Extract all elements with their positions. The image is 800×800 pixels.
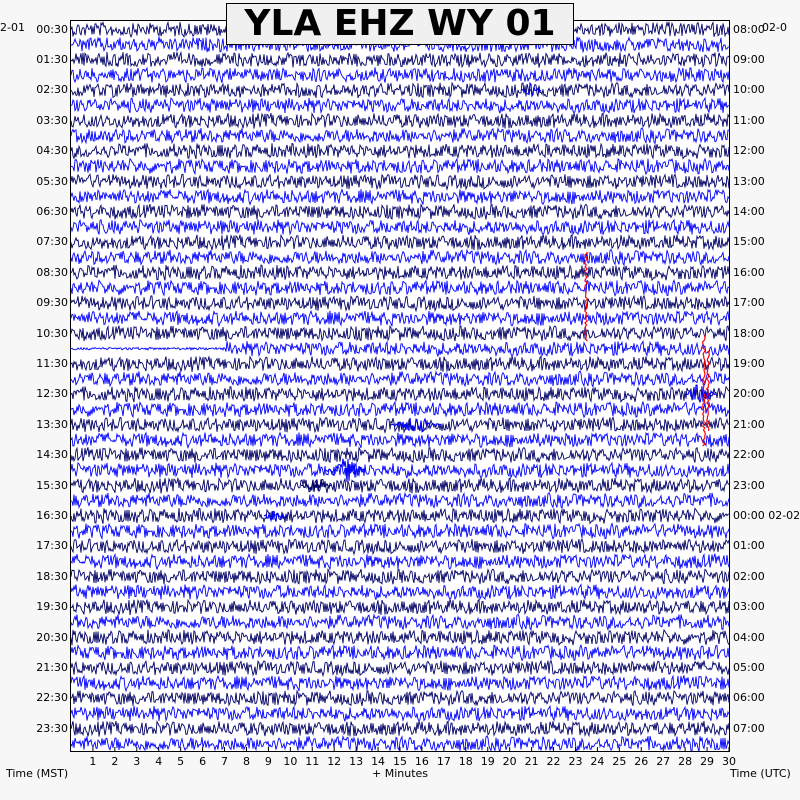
trace-17 <box>71 265 729 281</box>
right-time-label: 09:00 <box>733 52 765 66</box>
x-tick-label: 1 <box>89 755 97 768</box>
x-axis-label: + Minutes <box>372 767 429 780</box>
trace-28 <box>71 432 729 447</box>
x-tick-label: 3 <box>133 755 141 768</box>
left-time-label: 17:30 <box>36 539 68 553</box>
right-time-label: 06:00 <box>733 691 765 705</box>
trace-6 <box>71 98 729 113</box>
x-tick-label: 12 <box>327 755 342 768</box>
x-tick-label: 17 <box>436 755 451 768</box>
x-tick-label: 6 <box>199 755 207 768</box>
helicorder-traces <box>71 21 729 751</box>
right-time-label: 12:00 <box>733 144 765 158</box>
left-time-label: 04:30 <box>36 144 68 158</box>
trace-47 <box>71 721 729 737</box>
trace-7 <box>71 113 729 129</box>
trace-9 <box>71 143 729 159</box>
event-spike-3 <box>707 351 710 431</box>
trace-43 <box>71 661 729 676</box>
x-tick-label: 19 <box>480 755 495 768</box>
left-time-label: 18:30 <box>36 569 68 583</box>
trace-33 <box>71 508 729 524</box>
trace-10 <box>71 159 729 174</box>
trace-46 <box>71 706 729 721</box>
trace-5 <box>71 83 729 98</box>
right-time-label: 08:00 <box>733 22 765 36</box>
x-tick-label: 9 <box>264 755 272 768</box>
right-date-label: 02-0 <box>762 21 787 34</box>
x-tick-label: 22 <box>546 755 561 768</box>
left-time-label: 00:30 <box>36 22 68 36</box>
left-time-label: 12:30 <box>36 387 68 401</box>
x-tick-label: 8 <box>242 755 250 768</box>
right-time-label: 17:00 <box>733 296 765 310</box>
trace-15 <box>71 235 729 251</box>
right-time-label: 14:00 <box>733 204 765 218</box>
x-tick-label: 15 <box>393 755 407 768</box>
right-time-label: 02:00 <box>733 569 765 583</box>
left-time-label: 03:30 <box>36 113 68 127</box>
trace-36 <box>71 554 729 570</box>
trace-42 <box>71 645 729 660</box>
right-time-label: 19:00 <box>733 356 765 370</box>
right-time-label: 05:00 <box>733 660 765 674</box>
trace-45 <box>71 691 729 706</box>
left-time-label: 22:30 <box>36 691 68 705</box>
right-time-label: 03:00 <box>733 600 765 614</box>
trace-39 <box>71 599 729 615</box>
x-tick-label: 25 <box>612 755 627 768</box>
right-time-label: 13:00 <box>733 174 765 188</box>
left-time-label: 08:30 <box>36 265 68 279</box>
trace-8 <box>71 128 729 143</box>
left-time-label: 02:30 <box>36 83 68 97</box>
left-time-label: 14:30 <box>36 448 68 462</box>
trace-29 <box>71 447 729 462</box>
right-time-label: 07:00 <box>733 721 765 735</box>
trace-25 <box>71 387 729 403</box>
trace-24 <box>71 371 729 386</box>
right-time-label: 00:00 02-02 <box>733 508 800 522</box>
x-tick-label: 7 <box>221 755 229 768</box>
right-time-label: 23:00 <box>733 478 765 492</box>
right-time-label: 01:00 <box>733 539 765 553</box>
trace-22 <box>71 341 729 356</box>
trace-12 <box>71 189 729 204</box>
right-time-label: 10:00 <box>733 83 765 97</box>
x-tick-label: 14 <box>371 755 386 768</box>
trace-11 <box>71 174 729 189</box>
trace-44 <box>71 675 729 691</box>
trace-27 <box>71 418 729 433</box>
left-time-label: 11:30 <box>36 356 68 370</box>
trace-16 <box>71 250 729 265</box>
seismic-burst-4 <box>686 385 716 402</box>
x-tick-label: 16 <box>414 755 429 768</box>
right-time-label: 22:00 <box>733 448 765 462</box>
helicorder-plot-area <box>70 20 730 752</box>
right-time-label: 21:00 <box>733 417 765 431</box>
left-time-label: 23:30 <box>36 721 68 735</box>
trace-37 <box>71 569 729 584</box>
x-tick-label: 30 <box>722 755 736 768</box>
left-time-label: 09:30 <box>36 296 68 310</box>
trace-21 <box>71 326 729 341</box>
right-time-label: 11:00 <box>733 113 765 127</box>
trace-32 <box>71 493 729 508</box>
trace-23 <box>71 356 729 372</box>
trace-14 <box>71 220 729 235</box>
trace-31 <box>71 478 729 494</box>
trace-3 <box>71 52 729 68</box>
left-time-label: 07:30 <box>36 235 68 249</box>
trace-40 <box>71 614 729 629</box>
left-time-label: 19:30 <box>36 600 68 614</box>
x-tick-label: 24 <box>590 755 605 768</box>
right-axis-label: Time (UTC) <box>730 767 791 780</box>
left-time-label: 01:30 <box>36 52 68 66</box>
left-time-label: 16:30 <box>36 508 68 522</box>
left-date-label: 2-01 <box>0 21 25 34</box>
trace-13 <box>71 204 729 219</box>
chart-title: YLA EHZ WY 01 <box>226 3 574 45</box>
left-axis-label: Time (MST) <box>6 767 69 780</box>
trace-30 <box>71 463 729 478</box>
left-time-label: 06:30 <box>36 204 68 218</box>
x-tick-label: 26 <box>634 755 649 768</box>
x-tick-label: 23 <box>568 755 583 768</box>
x-tick-label: 5 <box>177 755 185 768</box>
x-tick-label: 13 <box>349 755 364 768</box>
trace-20 <box>71 311 729 326</box>
right-time-label: 18:00 <box>733 326 765 340</box>
trace-4 <box>71 67 729 83</box>
right-time-label: 16:00 <box>733 265 765 279</box>
x-tick-label: 18 <box>458 755 473 768</box>
right-time-label: 04:00 <box>733 630 765 644</box>
left-time-label: 05:30 <box>36 174 68 188</box>
x-tick-label: 11 <box>305 755 320 768</box>
x-tick-label: 10 <box>283 755 298 768</box>
event-spike-1 <box>585 253 588 341</box>
trace-41 <box>71 630 729 646</box>
trace-35 <box>71 539 729 554</box>
x-tick-label: 20 <box>502 755 517 768</box>
x-tick-label: 28 <box>678 755 693 768</box>
left-time-label: 10:30 <box>36 326 68 340</box>
trace-19 <box>71 296 729 311</box>
left-time-label: 15:30 <box>36 478 68 492</box>
right-time-label: 20:00 <box>733 387 765 401</box>
trace-18 <box>71 280 729 295</box>
x-tick-label: 29 <box>700 755 715 768</box>
left-time-label: 13:30 <box>36 417 68 431</box>
left-time-label: 21:30 <box>36 660 68 674</box>
right-time-label: 15:00 <box>733 235 765 249</box>
x-tick-label: 4 <box>155 755 163 768</box>
left-time-label: 20:30 <box>36 630 68 644</box>
trace-34 <box>71 524 729 539</box>
x-tick-label: 2 <box>111 755 119 768</box>
trace-26 <box>71 402 729 417</box>
x-tick-label: 27 <box>656 755 671 768</box>
trace-38 <box>71 584 729 599</box>
x-tick-label: 21 <box>524 755 539 768</box>
seismic-burst-1 <box>326 459 366 482</box>
